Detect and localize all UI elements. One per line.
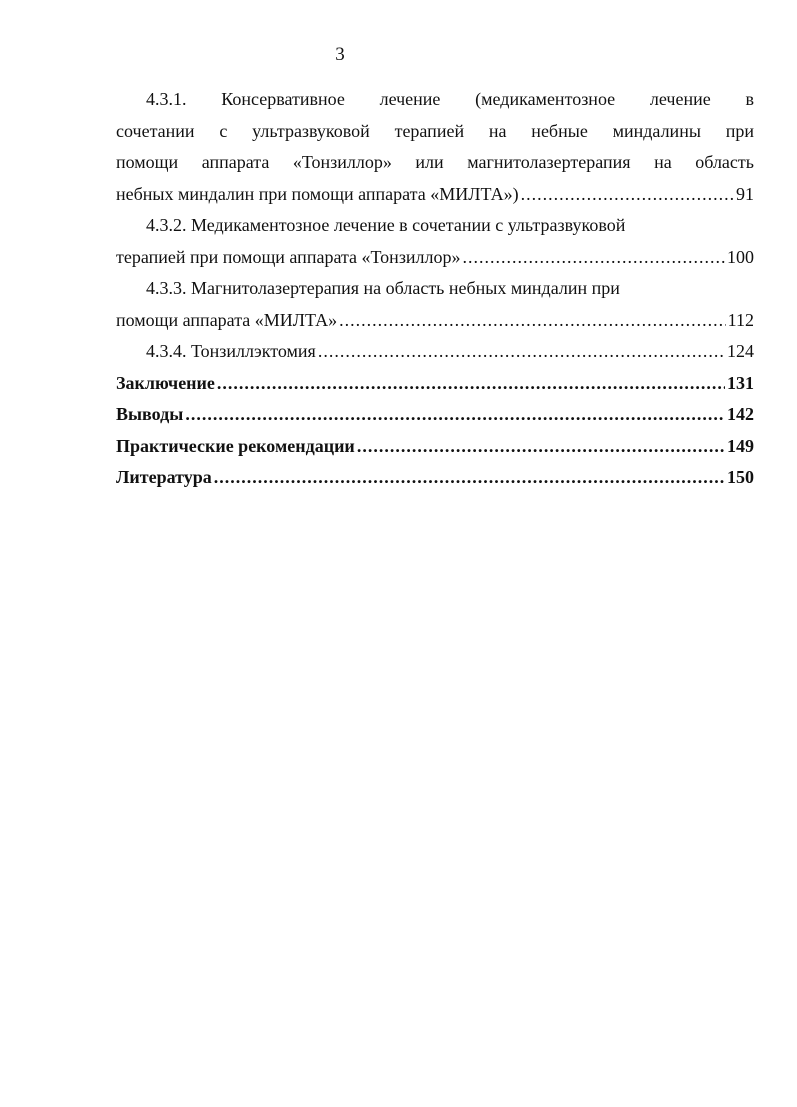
toc-entry-literature-page: 150 — [727, 467, 754, 487]
toc-entry-4-3-1-line-1: 4.3.1. Консервативное лечение (медикаментозное лечение в — [146, 89, 754, 109]
dot-leader — [318, 336, 725, 368]
toc-entry-4-3-2-line-1: 4.3.2. Медикаментозное лечение в сочетании с ультразвуковой — [146, 215, 626, 235]
toc-entry-recommendations-title: Практические рекомендации — [116, 435, 355, 456]
dot-leader — [463, 242, 725, 274]
toc-entry-4-3-2[interactable] — [116, 210, 754, 273]
toc-entry-4-3-1-line-2: сочетании с ультразвуковой терапией на небные миндалины при — [116, 120, 754, 141]
dot-leader — [521, 179, 734, 211]
toc-entry-recommendations[interactable] — [116, 431, 754, 463]
table-of-contents — [116, 84, 754, 494]
dot-leader — [185, 399, 725, 431]
toc-entry-4-3-1-page: 91 — [736, 183, 754, 204]
toc-entry-4-3-1-line-3: помощи аппарата «Тонзиллор» или магнитолазертерапия на область — [116, 152, 754, 172]
toc-entry-literature[interactable] — [116, 462, 754, 494]
toc-entry-4-3-1[interactable] — [116, 84, 754, 210]
toc-entry-conclusion[interactable] — [116, 368, 754, 400]
toc-entry-4-3-3[interactable] — [116, 273, 754, 336]
toc-entry-conclusion-page: 131 — [727, 372, 754, 393]
toc-entry-findings-page: 142 — [727, 404, 754, 424]
dot-leader — [217, 368, 725, 400]
page-number: 3 — [335, 44, 345, 65]
dot-leader — [214, 462, 725, 494]
toc-entry-4-3-3-line-2: помощи аппарата «МИЛТА» — [116, 309, 338, 330]
toc-entry-4-3-4-title: 4.3.4. Тонзиллэктомия — [146, 341, 316, 361]
dot-leader — [339, 305, 726, 337]
toc-entry-literature-title: Литература — [116, 467, 212, 487]
toc-entry-4-3-3-line-1: 4.3.3. Магнитолазертерапия на область небных миндалин при — [146, 278, 620, 298]
toc-entry-recommendations-page: 149 — [727, 435, 754, 456]
toc-entry-4-3-3-page: 112 — [727, 309, 754, 330]
toc-entry-4-3-4-page: 124 — [727, 341, 754, 361]
toc-entry-4-3-1-line-4: небных миндалин при помощи аппарата «МИЛТА») — [116, 183, 519, 204]
toc-entry-findings-title: Выводы — [116, 404, 184, 424]
toc-entry-4-3-2-line-2: терапией при помощи аппарата «Тонзиллор» — [116, 246, 461, 267]
toc-entry-conclusion-title: Заключение — [116, 372, 215, 393]
toc-entry-findings[interactable] — [116, 399, 754, 431]
dot-leader — [357, 431, 725, 463]
toc-entry-4-3-4[interactable] — [116, 336, 754, 368]
toc-entry-4-3-2-page: 100 — [727, 246, 754, 267]
